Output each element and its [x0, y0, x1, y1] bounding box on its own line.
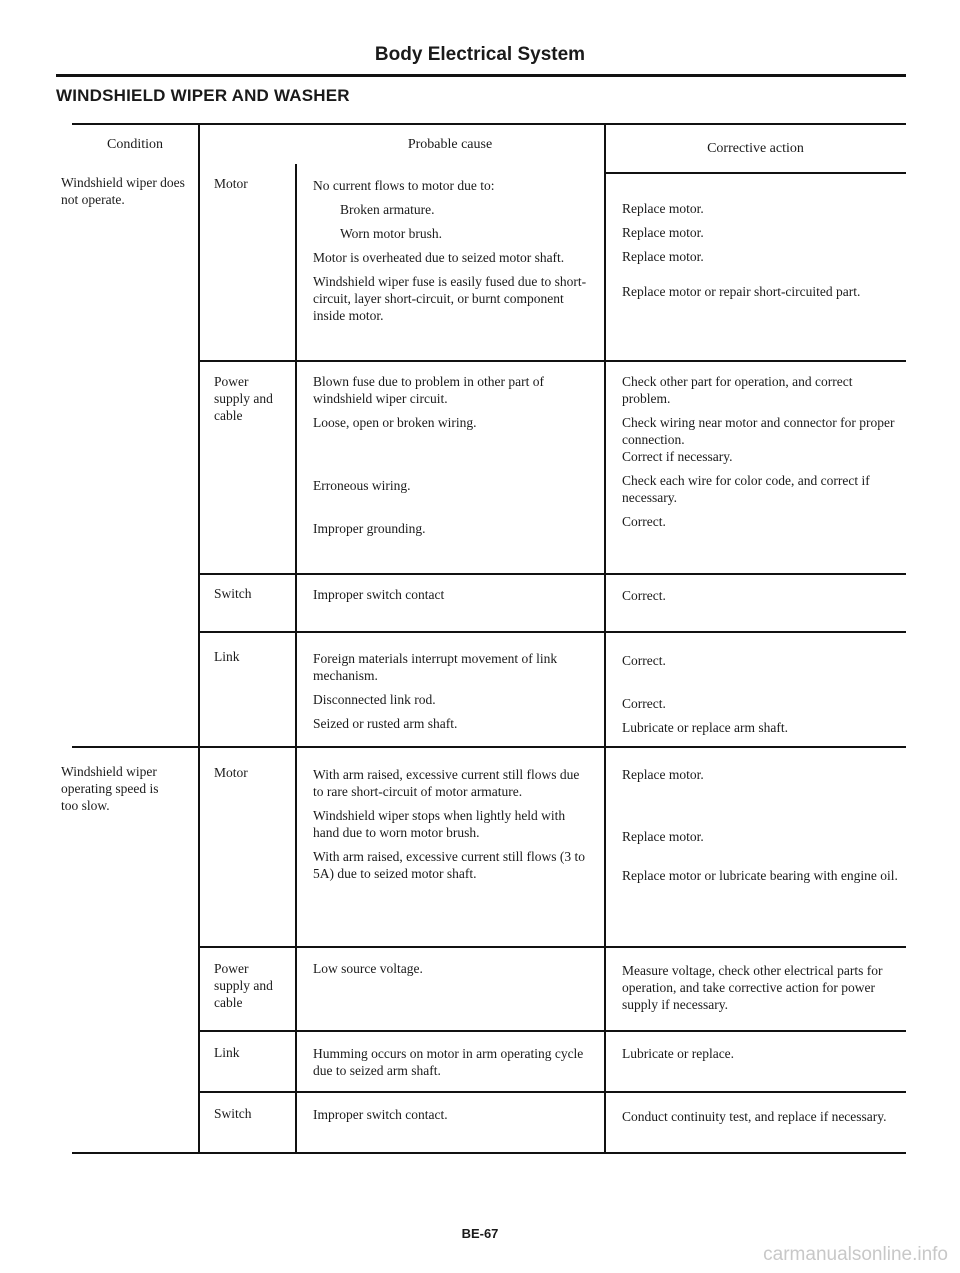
- component-cell: Motor: [214, 765, 248, 780]
- action-line: Replace motor.: [622, 767, 704, 782]
- action-line: Replace motor.: [622, 829, 704, 844]
- cause-line: Low source voltage.: [313, 961, 423, 976]
- action-line: Correct.: [622, 588, 666, 603]
- cause-line: Loose, open or broken wiring.: [313, 415, 477, 430]
- component-cell: Switch: [214, 586, 252, 601]
- group-rule: [198, 631, 906, 633]
- action-line: Correct if necessary.: [622, 449, 733, 464]
- cause-cell: [313, 1106, 589, 1130]
- action-line: Replace motor.: [622, 225, 704, 240]
- action-line: Measure voltage, check other electrical parts for operation, and take corrective action for power supply if necessary.: [622, 963, 883, 1012]
- action-cell: [622, 373, 902, 537]
- component-cell: Power supply and cable: [214, 374, 273, 423]
- cause-cell: [313, 766, 589, 889]
- cause-line: Windshield wiper stops when lightly held with hand due to worn motor brush.: [313, 808, 566, 840]
- action-line: Check wiring near motor and connector for proper connection.: [622, 415, 895, 447]
- divider-component: [295, 164, 297, 1154]
- page-number: BE-67: [461, 1226, 499, 1241]
- condition-cell: Windshield wiper operating speed is too slow.: [61, 764, 159, 813]
- column-header-rule: [604, 172, 906, 174]
- cause-line: Foreign materials interrupt movement of link mechanism.: [313, 651, 558, 683]
- action-line: Check each wire for color code, and correct if necessary.: [622, 473, 870, 505]
- action-line: Lubricate or replace.: [622, 1046, 735, 1061]
- component-cell: Link: [214, 649, 240, 664]
- cause-line: Blown fuse due to problem in other part of windshield wiper circuit.: [313, 374, 544, 406]
- condition-cell: Windshield wiper does not operate.: [61, 175, 185, 207]
- action-line: Replace motor.: [622, 201, 704, 216]
- cause-line: Improper switch contact: [313, 587, 445, 602]
- header-rule: [56, 74, 906, 77]
- action-cell: [622, 652, 902, 743]
- group-rule: [198, 360, 906, 362]
- action-cell: [622, 962, 902, 1020]
- group-rule: [198, 573, 906, 575]
- action-line: Replace motor or lubricate bearing with engine oil.: [622, 868, 898, 883]
- action-cell: [622, 1045, 902, 1069]
- col-head-condition: Condition: [106, 137, 163, 152]
- cause-line: Worn motor brush.: [340, 226, 443, 241]
- cause-line: Improper switch contact.: [313, 1107, 448, 1122]
- cause-line: Improper grounding.: [313, 521, 426, 536]
- action-cell: [622, 587, 902, 611]
- cause-cell: [313, 960, 589, 984]
- cause-line: Motor is overheated due to seized motor shaft.: [313, 250, 565, 265]
- action-line: Lubricate or replace arm shaft.: [622, 720, 789, 735]
- action-line: Check other part for operation, and correct problem.: [622, 374, 853, 406]
- action-line: Correct.: [622, 514, 666, 529]
- action-line: Conduct continuity test, and replace if necessary.: [622, 1109, 887, 1124]
- cause-line: Broken armature.: [340, 202, 435, 217]
- table-bottom-rule: [72, 1152, 906, 1154]
- cause-line: With arm raised, excessive current still flows (3 to 5A) due to seized motor shaft.: [313, 849, 586, 881]
- cause-cell: [313, 1045, 589, 1086]
- condition-rule: [72, 746, 906, 748]
- cause-cell: [313, 177, 589, 331]
- action-cell: [622, 766, 902, 891]
- action-line: Replace motor or repair short-circuited part.: [622, 284, 861, 299]
- page-header: Body Electrical System: [374, 44, 586, 65]
- watermark: carmanualsonline.info: [763, 1244, 948, 1265]
- group-rule: [198, 1030, 906, 1032]
- cause-line: With arm raised, excessive current still flows due to rare short-circuit of motor armature.: [313, 767, 580, 799]
- section-title: WINDSHIELD WIPER AND WASHER: [56, 86, 350, 105]
- component-cell: Motor: [214, 176, 248, 191]
- action-line: Replace motor.: [622, 249, 704, 264]
- cause-cell: [313, 586, 589, 610]
- component-cell: Switch: [214, 1106, 252, 1121]
- group-rule: [198, 1091, 906, 1093]
- cause-line: No current flows to motor due to:: [313, 178, 495, 193]
- cause-cell: [313, 650, 589, 739]
- component-cell: Power supply and cable: [214, 961, 273, 1010]
- cause-line: Humming occurs on motor in arm operating cycle due to seized arm shaft.: [313, 1046, 584, 1078]
- cause-line: Disconnected link rod.: [313, 692, 436, 707]
- cause-cell: [313, 373, 589, 544]
- col-head-cause: Probable cause: [407, 137, 493, 152]
- cause-line: Windshield wiper fuse is easily fused due to short-circuit, layer short-circuit, or burnt component inside motor.: [313, 274, 587, 323]
- action-line: Correct.: [622, 696, 666, 711]
- action-cell: [622, 200, 902, 307]
- divider-cause: [604, 123, 606, 1154]
- cause-line: Erroneous wiring.: [313, 478, 411, 493]
- divider-condition: [198, 123, 200, 1154]
- component-cell: Link: [214, 1045, 240, 1060]
- action-line: Correct.: [622, 653, 666, 668]
- action-cell: [622, 1108, 902, 1132]
- col-head-action: Corrective action: [707, 141, 804, 156]
- cause-line: Seized or rusted arm shaft.: [313, 716, 458, 731]
- group-rule: [198, 946, 906, 948]
